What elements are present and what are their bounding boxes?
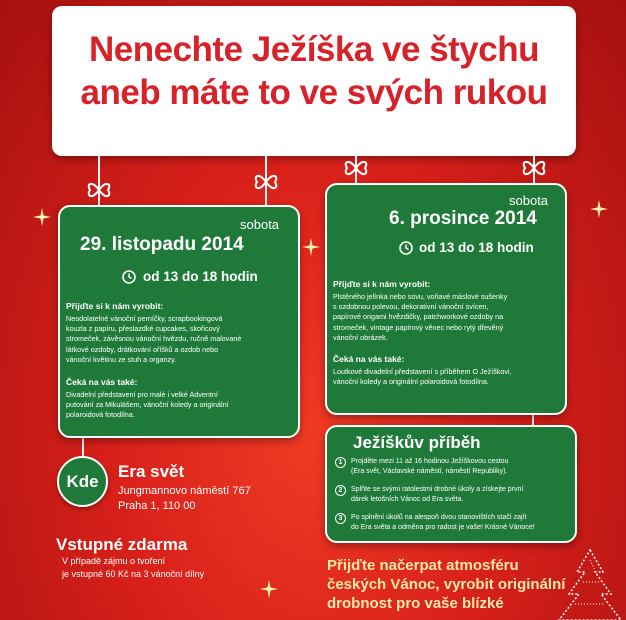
await-heading: Čeká na vás také: — [333, 354, 405, 364]
event-day: sobota — [509, 193, 549, 208]
make-heading: Přijďte si k nám vyrobit: — [66, 301, 164, 311]
bow-icon — [253, 172, 279, 192]
clock-icon — [122, 270, 136, 284]
make-description: Plstěného jelínka nebo sovu, voňavé máslové sušenky s ozdobnou polevou, dekorativní vánoční svícen, papírové origami hvězdičky, patchworkové ozdoby na stromeček, vintage papírový věnec nebo rytý dřevěný vánoční obrázek. — [333, 292, 508, 342]
event-hours: od 13 do 18 hodin — [143, 269, 258, 284]
step-number: 3 — [335, 513, 346, 524]
sparkle-icon — [33, 208, 51, 226]
bow-icon — [343, 158, 369, 178]
sparkle-icon — [302, 238, 320, 256]
venue-street: Jungmannovo náměstí 767 — [118, 485, 251, 497]
story-card — [325, 425, 577, 543]
bow-icon — [521, 158, 547, 178]
entry-line-1: V případě zájmu o tvoření — [62, 556, 166, 566]
step-text: Splňte se svými ratolestmi drobné úkoly a získejte první dárek letošních Vánoc od Era světa. — [351, 486, 524, 503]
bow-icon — [86, 180, 112, 200]
venue-badge-label: Kde — [66, 472, 99, 491]
make-description: Neodolatelné vánoční perníčky, scrapbookingová kouzla z papíru, přeslazdké cupcakes, skořicový stromeček, závěsnou vánoční hvězdu, ručně malované látkové ozdoby, drátkování oříšků a ozdob nebo vánoční květinu ze stuh a organzy. — [66, 314, 242, 364]
venue-city: Praha 1, 110 00 — [118, 500, 196, 512]
story-title: Ježíškův příběh — [353, 433, 481, 452]
step-text: Po splnění úkolů na alespoň dvou stanovištích stačí zajít do Era světa a odměna pro radost je vaše! Krásné Vánoce! — [351, 514, 535, 531]
hanger-string — [82, 438, 84, 458]
venue-name: Era svět — [118, 462, 185, 481]
step-number: 2 — [335, 485, 346, 496]
headline-line-1: Nenechte Ježíška ve štychu — [88, 30, 539, 69]
event-card-november — [58, 205, 300, 438]
event-date: 29. listopadu 2014 — [80, 234, 244, 255]
step-text: Projděte mezi 11 až 16 hodinou Ježíškovou cestou (Era svět, Václavské náměstí, náměstí Republiky). — [351, 458, 509, 475]
christmas-tree-icon — [555, 548, 625, 620]
venue-badge — [57, 456, 108, 507]
entry-line-2: je vstupné 60 Kč na 3 vánoční dílny — [62, 569, 205, 579]
sparkle-icon — [260, 580, 278, 598]
clock-icon — [399, 241, 413, 255]
headline-line-2: aneb máte to ve svých rukou — [80, 73, 548, 112]
event-day: sobota — [240, 217, 280, 232]
sparkle-icon — [590, 200, 608, 218]
entry-title: Vstupné zdarma — [56, 535, 188, 554]
make-heading: Přijďte si k nám vyrobit: — [333, 279, 431, 289]
await-description: Divadelní představení pro malé i velké Adventní putování za Mikulášem, vánoční koledy a originální polaroidová fotodílna. — [66, 390, 229, 420]
event-card-december — [325, 183, 567, 415]
event-date: 6. prosince 2014 — [389, 208, 537, 229]
event-hours: od 13 do 18 hodin — [419, 240, 534, 255]
promo-text: Přijďte načerpat atmosféru českých Vánoc, vyrobit originální drobnost pro vaše blízké — [327, 557, 566, 612]
await-heading: Čeká na vás také: — [66, 377, 138, 387]
await-description: Loutkové divadelní představení s příběhem O Ježíškovi, vánoční koledy a originální polaroidová fotodílna. — [333, 367, 512, 387]
step-number: 1 — [335, 457, 346, 468]
headline-board — [52, 6, 576, 156]
